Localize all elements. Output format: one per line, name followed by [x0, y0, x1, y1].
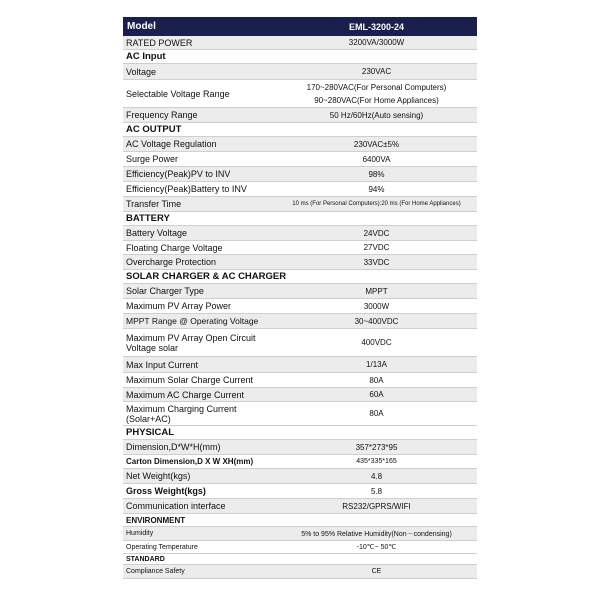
row-value: 80A — [369, 375, 384, 385]
spec-row — [123, 284, 477, 299]
spec-row — [123, 255, 477, 270]
row-value: 94% — [368, 184, 385, 194]
spec-row — [123, 241, 477, 255]
spec-row — [123, 357, 477, 373]
row-label: MPPT Range @ Operating Voltage — [126, 316, 259, 326]
section-solar: SOLAR CHARGER & AC CHARGER — [123, 270, 477, 284]
section-standard: STANDARD — [123, 554, 477, 565]
row-value-line: 170~280VAC(For Personal Computers) — [306, 82, 447, 92]
spec-row — [123, 527, 477, 541]
row-label-line: Maximum PV Array Open Circuit — [126, 332, 256, 343]
row-label-line: (Solar+AC) — [126, 413, 171, 424]
row-value: -10℃~ 50℃ — [356, 544, 397, 551]
row-value: 60A — [369, 390, 384, 399]
row-value: 80A — [369, 409, 384, 418]
row-label-line: Voltage solar — [126, 342, 179, 353]
row-label: Dimension,D*W*H(mm) — [126, 442, 221, 452]
section-environment: ENVIRONMENT — [123, 514, 477, 527]
row-label: Maximum Solar Charge Current — [126, 375, 254, 385]
spec-row — [123, 541, 477, 554]
row-value: RS232/GPRS/WIFI — [342, 501, 411, 511]
row-value-line: 90~280VAC(For Home Appliances) — [314, 95, 439, 105]
spec-row — [123, 469, 477, 484]
row-value: 3200VA/3000W — [348, 38, 405, 47]
row-label: Efficiency(Peak)Battery to INV — [126, 184, 247, 194]
row-value: 4.8 — [370, 471, 383, 481]
spec-row — [123, 402, 477, 426]
section-battery: BATTERY — [123, 212, 477, 226]
spec-row — [123, 455, 477, 469]
spec-row — [123, 197, 477, 212]
row-label: Voltage — [126, 66, 157, 77]
row-label: Floating Charge Voltage — [126, 242, 223, 253]
row-value: 24VDC — [363, 228, 390, 238]
row-label: Communication interface — [126, 501, 226, 511]
spec-row — [123, 484, 477, 499]
row-value: 33VDC — [363, 257, 390, 267]
row-value: 230VAC — [361, 67, 392, 76]
row-label: Solar Charger Type — [126, 286, 204, 296]
row-label: Selectable Voltage Range — [126, 88, 230, 99]
model-value: EML-3200-24 — [348, 21, 405, 32]
section-ac-output: AC OUTPUT — [123, 123, 477, 137]
row-value: 357*273*95 — [355, 442, 398, 452]
spec-row — [123, 565, 477, 579]
row-value: 3000W — [363, 301, 390, 311]
row-label — [123, 404, 276, 424]
spec-row — [123, 137, 477, 152]
spec-row — [123, 64, 477, 80]
row-value: 98% — [368, 169, 385, 179]
section-physical: PHYSICAL — [123, 426, 477, 440]
row-value: 230VAC±5% — [353, 139, 400, 149]
spec-row — [123, 108, 477, 123]
spec-row — [123, 182, 477, 197]
section-ac-input: AC Input — [123, 50, 477, 64]
row-label: Surge Power — [126, 154, 179, 164]
spec-row — [123, 152, 477, 167]
row-value: 10 ms (For Personal Computers);20 ms (For Home Appliances) — [292, 201, 461, 207]
row-label: AC Voltage Regulation — [126, 139, 217, 149]
row-label: Max Input Current — [126, 359, 199, 370]
spec-row — [123, 440, 477, 455]
spec-row — [123, 314, 477, 329]
row-label — [123, 333, 276, 353]
row-label: Gross Weight(kgs) — [126, 486, 206, 496]
row-value: CE — [371, 568, 382, 575]
row-label: Maximum AC Charge Current — [126, 389, 245, 400]
row-label: Overcharge Protection — [126, 257, 217, 267]
row-label: Transfer Time — [126, 199, 182, 209]
row-value: 30~400VDC — [354, 316, 399, 326]
row-value: 435*335*165 — [356, 458, 397, 465]
row-label: Efficiency(Peak)PV to INV — [126, 169, 231, 179]
spec-row — [123, 499, 477, 514]
rated-power-row — [123, 36, 477, 50]
row-value: 27VDC — [363, 243, 390, 252]
row-value: 400VDC — [361, 338, 392, 347]
row-label: RATED POWER — [126, 37, 193, 48]
row-label: Humidity — [126, 530, 154, 537]
row-value: 5% to 95% Relative Humidity(Non－condensing) — [301, 530, 452, 538]
spec-row — [123, 226, 477, 241]
table-header — [123, 17, 477, 36]
row-label: Operating Temperature — [126, 543, 198, 551]
spec-row — [123, 388, 477, 402]
spec-row — [123, 329, 477, 357]
row-label: Frequency Range — [126, 110, 198, 120]
row-value: 6400VA — [362, 154, 391, 164]
row-value — [276, 81, 477, 107]
spec-row — [123, 80, 477, 108]
row-label: Compliance Safety — [126, 568, 185, 575]
row-label: Net Weight(kgs) — [126, 471, 191, 481]
row-label: Maximum PV Array Power — [126, 301, 232, 311]
row-label: Battery Voltage — [126, 228, 188, 238]
spec-row — [123, 167, 477, 182]
spec-row — [123, 373, 477, 388]
row-value: 1/13A — [366, 360, 387, 369]
model-label: Model — [127, 21, 156, 32]
spec-sheet — [123, 17, 477, 579]
row-value: 5.8 — [370, 486, 383, 496]
row-value: 50 Hz/60Hz(Auto sensing) — [329, 110, 424, 120]
spec-row — [123, 299, 477, 314]
row-label: Carton Dimension,D X W XH(mm) — [126, 457, 254, 466]
row-value: MPPT — [365, 286, 388, 296]
row-label-line: Maximum Charging Current — [126, 403, 237, 414]
